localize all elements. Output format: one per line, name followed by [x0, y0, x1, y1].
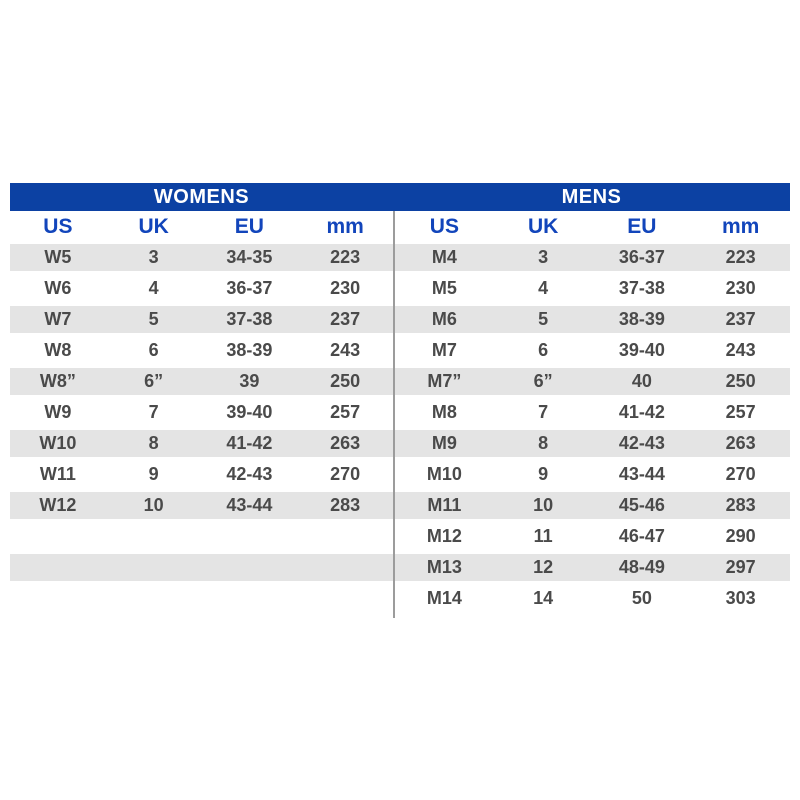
cell-uk: 10 [533, 495, 554, 515]
cell-eu: 37-38 [618, 278, 665, 298]
table-row [10, 242, 393, 273]
table-row [395, 273, 790, 304]
womens-column-header-mm: mm [326, 214, 364, 238]
cell-us: M11 [427, 495, 462, 515]
table-row [395, 242, 790, 273]
cell-us: W5 [44, 247, 72, 267]
cell-eu: 39-40 [618, 340, 665, 360]
cell-uk: 10 [143, 495, 164, 515]
table-row [395, 490, 790, 521]
cell-mm: 303 [725, 588, 756, 608]
cell-mm: 250 [330, 371, 361, 391]
cell-us: M13 [426, 557, 462, 577]
cell-uk: 12 [533, 557, 554, 577]
cell-eu: 43-44 [618, 464, 665, 484]
womens-table-rows [10, 242, 393, 583]
mens-section-title: MENS [561, 185, 622, 208]
table-row [10, 304, 393, 335]
cell-us [10, 523, 106, 550]
cell-uk: 6 [148, 340, 159, 360]
cell-eu [202, 554, 298, 581]
table-row [10, 335, 393, 366]
cell-mm: 230 [725, 278, 756, 298]
table-row [10, 428, 393, 459]
cell-eu: 41-42 [618, 402, 665, 422]
cell-uk: 8 [538, 433, 549, 453]
cell-mm: 297 [725, 557, 756, 577]
cell-us: M6 [431, 309, 457, 329]
cell-us: M7 [431, 340, 457, 360]
cell-us: W9 [44, 402, 72, 422]
cell-mm: 243 [330, 340, 361, 360]
cell-eu: 48-49 [618, 557, 665, 577]
cell-eu: 36-37 [226, 278, 273, 298]
cell-uk: 6” [533, 371, 553, 391]
cell-us: M4 [431, 247, 457, 267]
table-row [10, 366, 393, 397]
cell-eu: 40 [631, 371, 652, 391]
cell-uk: 6” [144, 371, 164, 391]
cell-uk: 3 [148, 247, 159, 267]
cell-eu: 45-46 [618, 495, 665, 515]
cell-mm: 237 [330, 309, 361, 329]
cell-mm: 250 [725, 371, 756, 391]
chart-header-bar [10, 183, 790, 211]
womens-column-header-us: US [43, 214, 73, 238]
table-row [10, 273, 393, 304]
womens-column-header-row [10, 211, 393, 242]
cell-mm: 223 [725, 247, 756, 267]
table-row [395, 552, 790, 583]
table-row [395, 428, 790, 459]
cell-uk: 6 [538, 340, 549, 360]
cell-us: M14 [426, 588, 462, 608]
cell-us: W6 [44, 278, 72, 298]
cell-us: W8 [44, 340, 72, 360]
cell-uk: 5 [538, 309, 549, 329]
cell-uk: 7 [148, 402, 159, 422]
cell-mm: 243 [725, 340, 756, 360]
cell-us: W10 [39, 433, 77, 453]
cell-uk: 9 [148, 464, 159, 484]
mens-column-header-uk: UK [527, 214, 559, 238]
cell-eu: 38-39 [618, 309, 665, 329]
cell-us: M10 [426, 464, 462, 484]
cell-eu: 37-38 [226, 309, 273, 329]
cell-eu: 36-37 [618, 247, 665, 267]
cell-us: W7 [44, 309, 72, 329]
cell-uk: 14 [533, 588, 554, 608]
table-row [10, 490, 393, 521]
cell-us: M8 [431, 402, 457, 422]
table-row [395, 583, 790, 614]
cell-mm: 283 [330, 495, 361, 515]
tables-area [10, 211, 790, 614]
cell-us: W11 [39, 464, 76, 484]
womens-column-header-uk: UK [138, 214, 169, 238]
table-row [10, 397, 393, 428]
cell-uk: 9 [538, 464, 549, 484]
cell-eu: 41-42 [226, 433, 273, 453]
table-row [395, 304, 790, 335]
cell-eu: 39-40 [226, 402, 273, 422]
mens-table [395, 211, 790, 614]
mens-column-header-eu: EU [627, 214, 657, 238]
womens-column-header-eu: EU [234, 214, 264, 238]
table-row [10, 459, 393, 490]
cell-mm: 290 [725, 526, 756, 546]
cell-mm: 283 [725, 495, 756, 515]
cell-us: M12 [426, 526, 462, 546]
cell-uk [106, 523, 202, 550]
cell-us: M7” [427, 371, 462, 391]
table-row [10, 552, 393, 583]
cell-uk: 11 [533, 526, 553, 546]
womens-section-title: WOMENS [153, 185, 250, 208]
cell-uk [106, 554, 202, 581]
cell-us [10, 554, 106, 581]
table-row [395, 397, 790, 428]
mens-column-header-us: US [429, 214, 459, 238]
table-row [395, 521, 790, 552]
cell-eu: 34-35 [226, 247, 273, 267]
cell-eu: 43-44 [226, 495, 273, 515]
cell-us: M9 [431, 433, 457, 453]
cell-mm: 257 [725, 402, 756, 422]
cell-mm: 263 [330, 433, 361, 453]
cell-uk: 7 [538, 402, 549, 422]
cell-eu: 46-47 [618, 526, 665, 546]
cell-us: M5 [431, 278, 457, 298]
cell-us: W8” [39, 371, 76, 391]
cell-eu: 38-39 [226, 340, 273, 360]
mens-column-header-row [395, 211, 790, 242]
mens-table-rows [395, 242, 790, 614]
cell-uk: 3 [538, 247, 549, 267]
shoe-size-chart [10, 183, 790, 614]
cell-eu: 42-43 [226, 464, 273, 484]
table-row [10, 521, 393, 552]
table-divider-line [393, 211, 395, 618]
cell-eu [202, 523, 298, 550]
cell-uk: 5 [148, 309, 159, 329]
cell-eu: 50 [631, 588, 652, 608]
cell-us: W12 [39, 495, 77, 515]
cell-mm: 257 [330, 402, 361, 422]
table-row [395, 459, 790, 490]
cell-mm: 263 [725, 433, 756, 453]
cell-mm: 223 [330, 247, 361, 267]
table-row [395, 366, 790, 397]
cell-mm [297, 523, 393, 550]
cell-mm: 230 [330, 278, 361, 298]
cell-uk: 4 [148, 278, 159, 298]
table-row [395, 335, 790, 366]
cell-uk: 8 [148, 433, 159, 453]
cell-mm: 270 [330, 464, 361, 484]
cell-mm [297, 554, 393, 581]
cell-eu: 42-43 [618, 433, 665, 453]
cell-eu: 39 [239, 371, 260, 391]
cell-mm: 237 [725, 309, 756, 329]
mens-column-header-mm: mm [721, 214, 760, 238]
cell-uk: 4 [538, 278, 549, 298]
cell-mm: 270 [725, 464, 756, 484]
womens-table [10, 211, 393, 583]
